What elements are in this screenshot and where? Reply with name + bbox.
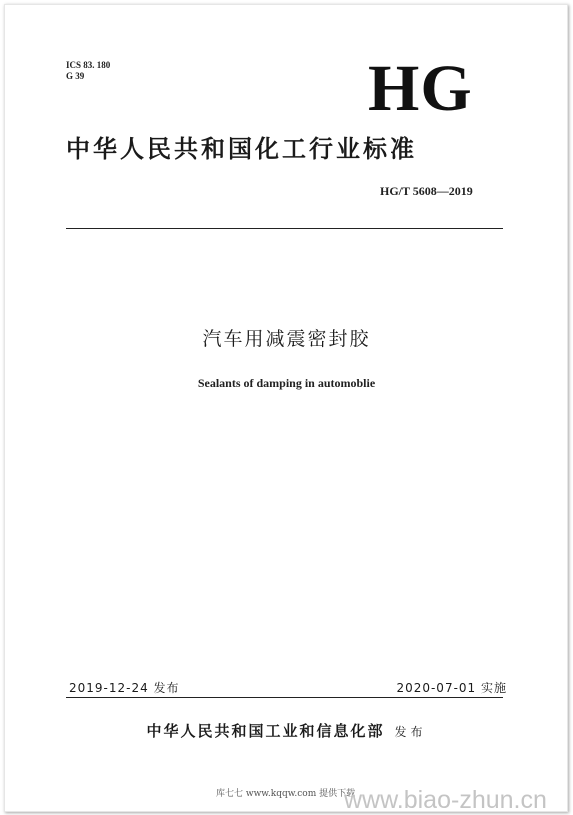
ccs-code: G 39 [66,71,85,81]
implementation-date: 2020-07-01 实施 [396,681,507,695]
document-title-cn: 汽车用减震密封胶 [202,328,371,350]
issuer-verb: 发布 [394,725,427,739]
download-source-note: 库七七 www.kqqw.com 提供下载 [216,789,356,799]
standard-number: HG/T 5608—2019 [380,184,473,198]
standard-type-heading: 中华人民共和国化工行业标准 [66,135,417,163]
issuer-name: 中华人民共和国工业和信息化部 [146,722,385,740]
site-watermark: www.biao-zhun.cn [344,786,547,814]
header-divider [66,228,503,229]
issuer-line [0,720,573,741]
document-title-en: Sealants of damping in automoblie [197,376,376,390]
hg-logo: HG [368,52,473,125]
classification-block [66,60,110,82]
ics-code: ICS 83. 180 [66,60,111,70]
release-date: 2019-12-24 发布 [69,681,180,695]
footer-divider [66,697,503,698]
